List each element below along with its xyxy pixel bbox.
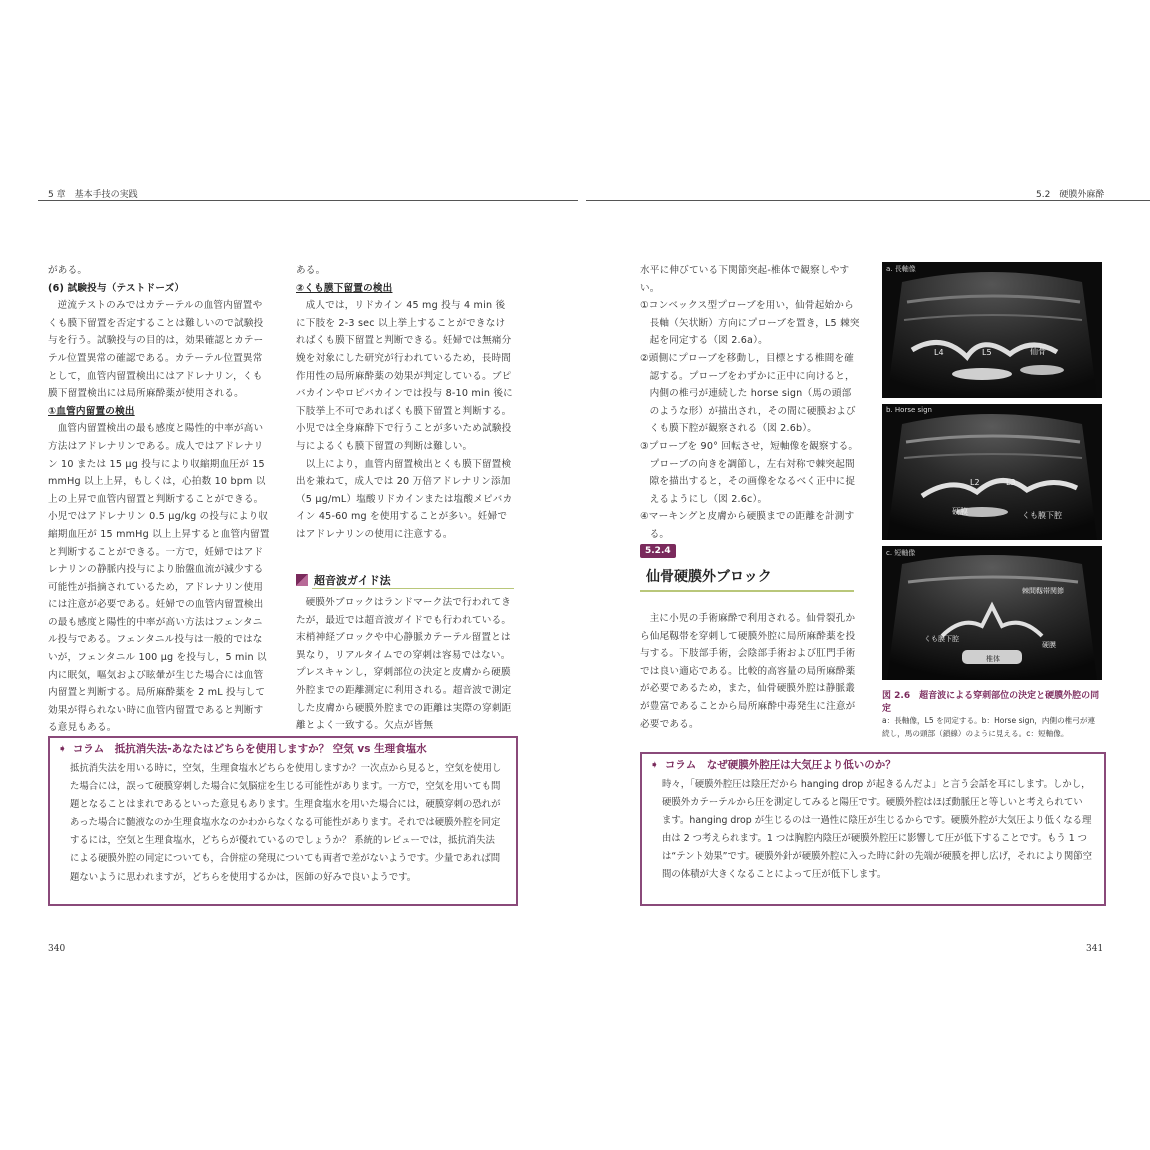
- list-item: ③プローブを 90° 回転させ，短軸像を観察する。プローブの向きを調節し，左右対称で棘突起間隙を描出すると，その画像をなるべく正中に捉えるようにし（図 2.6c）。: [640, 440, 859, 505]
- paragraph: 硬膜外ブロックはランドマーク法で行われてきたが，最近では超音波ガイドでも行われている。末梢神経ブロックや中心静脈カテーテル留置とは異なり，リアルタイムでの穿刺は容易ではない。プレスキャンし，穿刺部位の決定と皮膚から硬膜外腔までの距離測定に利用される。超音波で測定した皮膚から硬膜外腔までの距離は実際の穿刺距離とよく一致する。欠点が皆無: [296, 597, 512, 732]
- image-c-label: 棘間靱帯関節: [1022, 587, 1064, 595]
- image-c-label: くも膜下腔: [924, 635, 959, 643]
- image-a-label: 仙骨: [1030, 347, 1046, 356]
- column-label: コラム: [72, 743, 105, 755]
- image-c-label: 椎体: [986, 655, 1000, 663]
- image-b-label: L3: [1006, 478, 1016, 487]
- section-heading-text: 超音波ガイド法: [314, 574, 391, 587]
- column-title: なぜ硬膜外腔圧は大気圧より低いのか？: [706, 759, 896, 771]
- section-title-underline: [640, 590, 854, 592]
- section-number-tag: 5.2.4: [640, 544, 676, 558]
- page-number-left: 340: [48, 944, 66, 954]
- double-arrow-icon: ➧: [58, 743, 67, 755]
- section-title-caudal: 仙骨硬膜外ブロック: [646, 569, 772, 585]
- column-box-right-body: [662, 776, 1092, 885]
- figure-title: 超音波による穿刺部位の決定と硬膜外腔の同定: [882, 691, 1100, 714]
- column-box-left: [48, 736, 518, 906]
- section-heading-ultrasound: [296, 572, 391, 588]
- image-b-caption: b. Horse sign: [886, 406, 932, 414]
- subheading: (6) 試験投与（テストドーズ）: [48, 282, 185, 294]
- image-a-label: L4: [934, 348, 944, 357]
- paragraph: 主に小児の手術麻酔で利用される。仙骨裂孔から仙尾靱帯を穿刺して硬膜外腔に局所麻酔薬を投与する。下肢部手術，会陰部手術および肛門手術では良い適応である。比較的高容量の局所麻酔薬が必要であるため，また，仙骨硬膜外腔は静脈叢が豊富であることから局所麻酔中毒発生に注意が必要である。: [640, 613, 856, 730]
- image-a-caption: a. 長軸像: [886, 265, 916, 273]
- figure-number: 図 2.6: [882, 691, 911, 701]
- paragraph: ある。: [296, 265, 326, 276]
- list-item: ④マーキングと皮膚から硬膜までの距離を計測する。: [640, 511, 855, 540]
- header-rule-right: [586, 200, 1150, 201]
- figure-caption-title: [882, 688, 1102, 714]
- paragraph: 以上により，血管内留置検出とくも膜下留置検出を兼ねて，成人では 20 万倍アドレナリン添加（5 μg/mL）塩酸リドカインまたは塩酸メピバカイン 45-60 mg を使用することが多い。妊婦ではアドレナリンの使用に注意する。: [296, 458, 513, 540]
- chapter-header: 5 章 基本手技の実践: [48, 190, 138, 200]
- image-b-label: L2: [970, 478, 980, 487]
- header-rule-left: [38, 200, 578, 201]
- image-a-label: L5: [982, 348, 992, 357]
- paragraph: 成人では，リドカイン 45 mg 投与 4 min 後に下肢を 2-3 sec 以上挙上することができなければくも膜下留置と判断できる。妊婦では無痛分娩を対象にした研究が行われているため，長時間作用性の局所麻酔薬の効果が判定している。ブピバカインやロピバカインでは投与 8-10 min 後に下肢挙上不可であればくも膜下留置と判断する。小児では全身麻酔下で行うことが多いため試験投与によるくも膜下留置の判断は難しい。: [296, 300, 513, 452]
- image-c-label: 硬膜: [1042, 641, 1056, 649]
- ultrasound-image-a: [882, 262, 1102, 398]
- paragraph: 逆流テストのみではカテーテルの血管内留置やくも膜下留置を否定することは難しいので試験投与を行う。試験投与の目的は，効果確認とカテーテル位置異常の確認である。カテーテル位置異常として，血管内留置検出にはアドレナリン，くも膜下留置検出には局所麻酔薬が使用される。: [48, 300, 264, 400]
- left-column-2b: [296, 594, 514, 735]
- paragraph: 血管内留置検出の最も感度と陽性的中率が高い方法はアドレナリンである。成人ではアドレナリン 10 または 15 μg 投与により収縮期血圧が 15 mmHg 以上上昇，もしくは，心拍数 10 bpm 以上の上昇で血管内留置と判断することができる。小児ではアドレナリン 0.5 μg/kg の投与により収縮期血圧が 15 mmHg 以上上昇すると血管内留置と判断することができる。一方で，妊婦ではアドレナリンの静脈内投与により胎盤血流が減少する可能性が指摘されているため，アドレナリン使用には注意が必要である。妊婦での血管内留置検出の最も感度と陽性的中率が高い方法はフェンタニル投与である。フェンタニル投与は一般的ではないが，フェンタニル 100 μg を投与し，5 min 以内に眠気，嘔気および眩暈が生じた場合には血管内留置と判断する。局所麻酔薬を 2 mL 投与して効果が得られない時に血管内留置であると判断する意見もある。: [48, 423, 270, 734]
- column-box-right-title: [650, 757, 896, 772]
- image-b-label: 硬膜: [952, 507, 968, 516]
- column-body-text: 時々，「硬膜外腔圧は陰圧だから hanging drop が起きるんだよ」と言う会話を耳にします。しかし，硬膜外カテーテルから圧を測定してみると陽圧です。硬膜外腔はほぼ動脈圧と等しいと考えられています。hanging drop が生じるのは一過性に陰圧が生じるからです。硬膜外腔が大気圧より低くなる理由は 2 つ考えられます。1 つは胸腔内陰圧が硬膜外腔圧に影響して圧が低下することです。もう 1 つは“テント効果”です。硬膜外針が硬膜外腔に入った時に針の先端が硬膜を押し広げ，それにより関節空間の体積が大きくなることによって圧が低下します。: [662, 779, 1092, 881]
- column-label: コラム: [664, 759, 697, 771]
- double-arrow-icon: ➧: [650, 759, 659, 771]
- paragraph: 水平に伸びている下関節突起-椎体で観察しやすい。: [640, 265, 850, 294]
- column-box-right: [640, 752, 1106, 906]
- subheading: ②くも膜下留置の検出: [296, 282, 393, 294]
- image-b-label: くも膜下腔: [1022, 511, 1062, 520]
- list-item: ②頭側にプローブを移動し，目標とする椎間を確認する。プローブをわずかに正中に向けると，内側の椎弓が連続した horse sign（馬の頭部のような形）が描出され，その間に硬膜およびくも膜下腔が観察される（図 2.6b）。: [640, 352, 856, 435]
- right-column-1b: [640, 610, 860, 733]
- ultrasound-image-c: [882, 546, 1102, 680]
- column-body-text: 抵抗消失法を用いる時に，空気，生理食塩水どちらを使用しますか？一次点から見ると，空気を使用した場合には，誤って硬膜穿刺した場合に気脳症を生じる可能性があります。一方で，空気を用いても問題となることはまれであるといった意見もあります。生理食塩水を用いた場合には，硬膜穿刺の恐れがあった場合に髄液なのか生理食塩水なのかわからなくなる可能性があります。それでは硬膜外腔を同定するには，空気と生理食塩水，どちらが優れているのでしょうか？ 系統的レビューでは，抵抗消失法による硬膜外腔の同定についても，合併症の発現についても両者で差がないようです。少量であれば問題ないように思われますが，どちらを使用するかは，医師の好みで良いようです。: [70, 763, 502, 883]
- left-column-1: [48, 262, 270, 737]
- page-number-right: 341: [1086, 944, 1104, 954]
- section-underline: [312, 588, 514, 589]
- section-marker-icon: [296, 574, 308, 586]
- image-c-caption: c. 短軸像: [886, 549, 916, 557]
- right-column-1: [640, 262, 860, 544]
- list-item: ①コンベックス型プローブを用い，仙骨起始から長軸（矢状断）方向にプローブを置き，L5 棘突起を同定する（図 2.6a）。: [640, 300, 860, 347]
- paragraph: がある。: [48, 265, 88, 276]
- column-title: 抵抗消失法-あなたはどちらを使用しますか？ 空気 vs 生理食塩水: [114, 743, 427, 755]
- subheading: ①血管内留置の検出: [48, 405, 135, 417]
- left-column-2: [296, 262, 514, 544]
- column-box-left-title: [58, 741, 427, 756]
- ultrasound-image-b: [882, 404, 1102, 540]
- column-box-left-body: [70, 760, 504, 887]
- section-header: 5.2 硬膜外麻酔: [1036, 190, 1105, 200]
- figure-note: a：長軸像，L5 を同定する。b：Horse sign，内側の椎弓が連続し，馬の頭部（鎖線）のように見える。c：短軸像。: [882, 716, 1096, 738]
